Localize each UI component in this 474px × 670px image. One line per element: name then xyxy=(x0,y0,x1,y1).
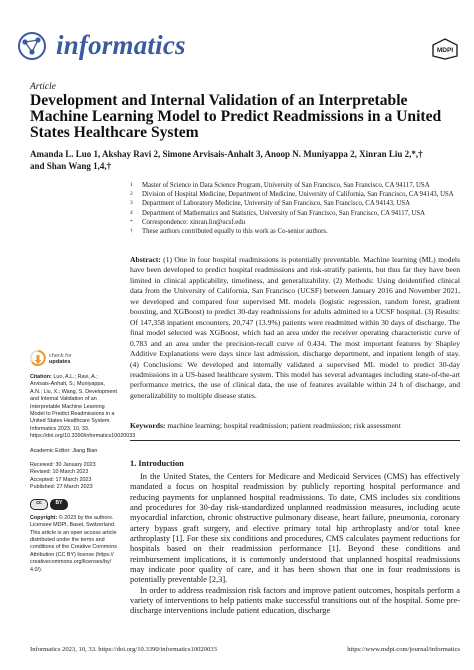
journal-name: informatics xyxy=(56,30,186,60)
copyright-label: Copyright: xyxy=(30,514,58,521)
article-type: Article xyxy=(30,82,56,92)
author-list xyxy=(30,148,460,172)
copyright xyxy=(30,515,118,574)
affiliation-item: 4 Department of Mathematics and Statistics, University of San Francisco, San Francisco, CA 94117, USA xyxy=(130,209,426,217)
affiliations xyxy=(130,181,460,236)
article-title: Development and Internal Validation of an Interpretable Machine Learning Model to Predict Readmissions in a United States Healthcare System xyxy=(30,92,442,141)
publication-dates xyxy=(30,462,118,492)
footer-journal-link[interactable]: https://www.mdpi.com/journal/informatics xyxy=(347,646,460,653)
check-for-updates-button[interactable] xyxy=(30,350,118,368)
author-line: and Shan Wang 1,4,† xyxy=(30,161,112,171)
mdpi-logo-icon xyxy=(432,38,458,60)
received-date: Received: 30 January 2023 xyxy=(30,462,96,469)
abstract-label: Abstract: xyxy=(130,255,161,264)
keywords-label: Keywords: xyxy=(130,421,166,430)
keywords xyxy=(130,421,460,431)
abstract-text: (1) One in four hospital readmissions is potentially preventable. Machine learning (ML) models have been developed to predict hospital readmissions and risk-stratify patients, but thus far they have been limited in clinical applicability, timeliness, and generalizability. (2) Methods: Using deidentified clinical data from the University of California, San Francisco (UCSF) between January 2016 and November 2021, we developed and compared four supervised ML models (logistic regression, random forest, gradient boosting, and XGBoost) to predict 30-day readmissions for adults admitted to a UCSF hospital. (3) Results: Of 147,358 inpatient encounters, 20,747 (13.9%) patients were readmitted within 30 days of discharge. The final model selected was XGBoost, which had an area under the receiver operating characteristic curve of 0.783 and an area under the precision-recall curve of 0.434. The most important features by Shapley Additive Explanations were days since last admission, discharge department, and inpatient length of stay. (4) Conclusions: We developed and internally validated a supervised ML model to predict 30-day readmissions in a US-based healthcare system. This model has several advantages including state-of-the-art performance metrics, the use of clinical data, the use of features available within 24 h of discharge, and generalizability to multiple disease states. xyxy=(130,255,461,400)
author-line: Amanda L. Luo 1, Akshay Ravi 2, Simone Arvisais-Anhalt 3, Anoop N. Muniyappa 2, Xinran Liu 2,*,† xyxy=(30,149,423,159)
paragraph: In order to address readmission risk factors and improve patient outcomes, hospitals perform a variety of interventions to help patients make successful transitions out of the hospital. Some pre-discharge interventions include patient education, discharge xyxy=(130,585,460,616)
correspondence[interactable]: * Correspondence: xinran.liu@ucsf.edu xyxy=(130,218,246,226)
section-heading: 1. Introduction xyxy=(130,459,184,468)
by-icon: BY xyxy=(50,499,68,510)
affiliation-item: 2 Division of Hospital Medicine, Department of Medicine, University of California, San Francisco, CA 94143, USA xyxy=(130,191,454,199)
journal-logo xyxy=(14,30,186,61)
author-note: † These authors contributed equally to this work as Co-senior authors. xyxy=(130,228,328,236)
paragraph: In the United States, the Centers for Medicare and Medicaid Services (CMS) has effectively mandated a focus on hospital readmission by publicly reporting hospital performance and reducing payments for unplanned hospital readmissions. To date, CMS includes six conditions and procedures for 30-day risk-standardized unplanned readmission measures, including acute myocardial infarction, chronic obstructive pulmonary disease, heart failure, pneumonia, coronary artery bypass graft surgery, and elective primary total hip arthroplasty and/or total knee arthroplasty [1]. For these six conditions and procedures, CMS calculates payment reductions for hospitals based on their readmission performance [1]. Beyond these conditions and reimbursement implications, it is commonly understood that unplanned hospital readmissions may indicate poor quality of care, and it has been shown that one in four readmissions is potentially preventable [2,3]. xyxy=(130,472,460,585)
copyright-text: © 2023 by the authors. Licensee MDPI, Basel, Switzerland. This article is an open access article distributed under the terms and conditions of the Creative Commons Attribution (CC BY) license (https:// creativecommons.org/licenses/by/ 4.0/). xyxy=(30,514,117,573)
affiliation-item: 1 Master of Science in Data Science Program, University of San Francisco, San Francisco, CA 94117, USA xyxy=(130,182,430,189)
section-divider xyxy=(130,440,460,441)
published-date: Published: 27 March 2023 xyxy=(30,484,93,491)
cc-icon: cc xyxy=(30,499,48,510)
citation-text: Luo, A.L.; Ravi, A.; Arvisais-Anhalt, S.; Muniyappa, A.N.; Liu, X.; Wang, S. Development and Internal Validation of an Interpretable Machine Learning Model to Predict Readmissions in a United States Healthcare System. Informatics 2023, 10, 33. https://doi.org/10.3390/informatics10020033 xyxy=(30,374,136,440)
affiliation-item: 3 Department of Laboratory Medicine, University of San Francisco, San Francisco, CA 94143, USA xyxy=(130,200,411,208)
cc-by-license-badge[interactable] xyxy=(30,499,118,510)
check-updates-label: check for xyxy=(49,352,72,359)
svg-text:MDPI: MDPI xyxy=(436,47,454,54)
updates-label: updates xyxy=(49,359,71,365)
revised-date: Revised: 10 March 2023 xyxy=(30,469,89,476)
abstract xyxy=(130,255,460,401)
accepted-date: Accepted: 17 March 2023 xyxy=(30,476,92,483)
academic-editor: Academic Editor: Jiang Bian xyxy=(30,447,98,454)
informatics-logo-icon xyxy=(14,31,50,61)
article-info-sidebar xyxy=(30,350,136,581)
citation xyxy=(30,374,136,441)
journal-header xyxy=(14,30,460,64)
section-body xyxy=(130,472,460,617)
citation-label: Citation: xyxy=(30,374,52,380)
check-updates-icon xyxy=(30,350,46,368)
footer-citation[interactable]: Informatics 2023, 10, 33. https://doi.org/10.3390/informatics10020033 xyxy=(30,646,217,653)
keywords-text: machine learning; hospital readmission; patient readmission; risk assessment xyxy=(167,421,401,430)
